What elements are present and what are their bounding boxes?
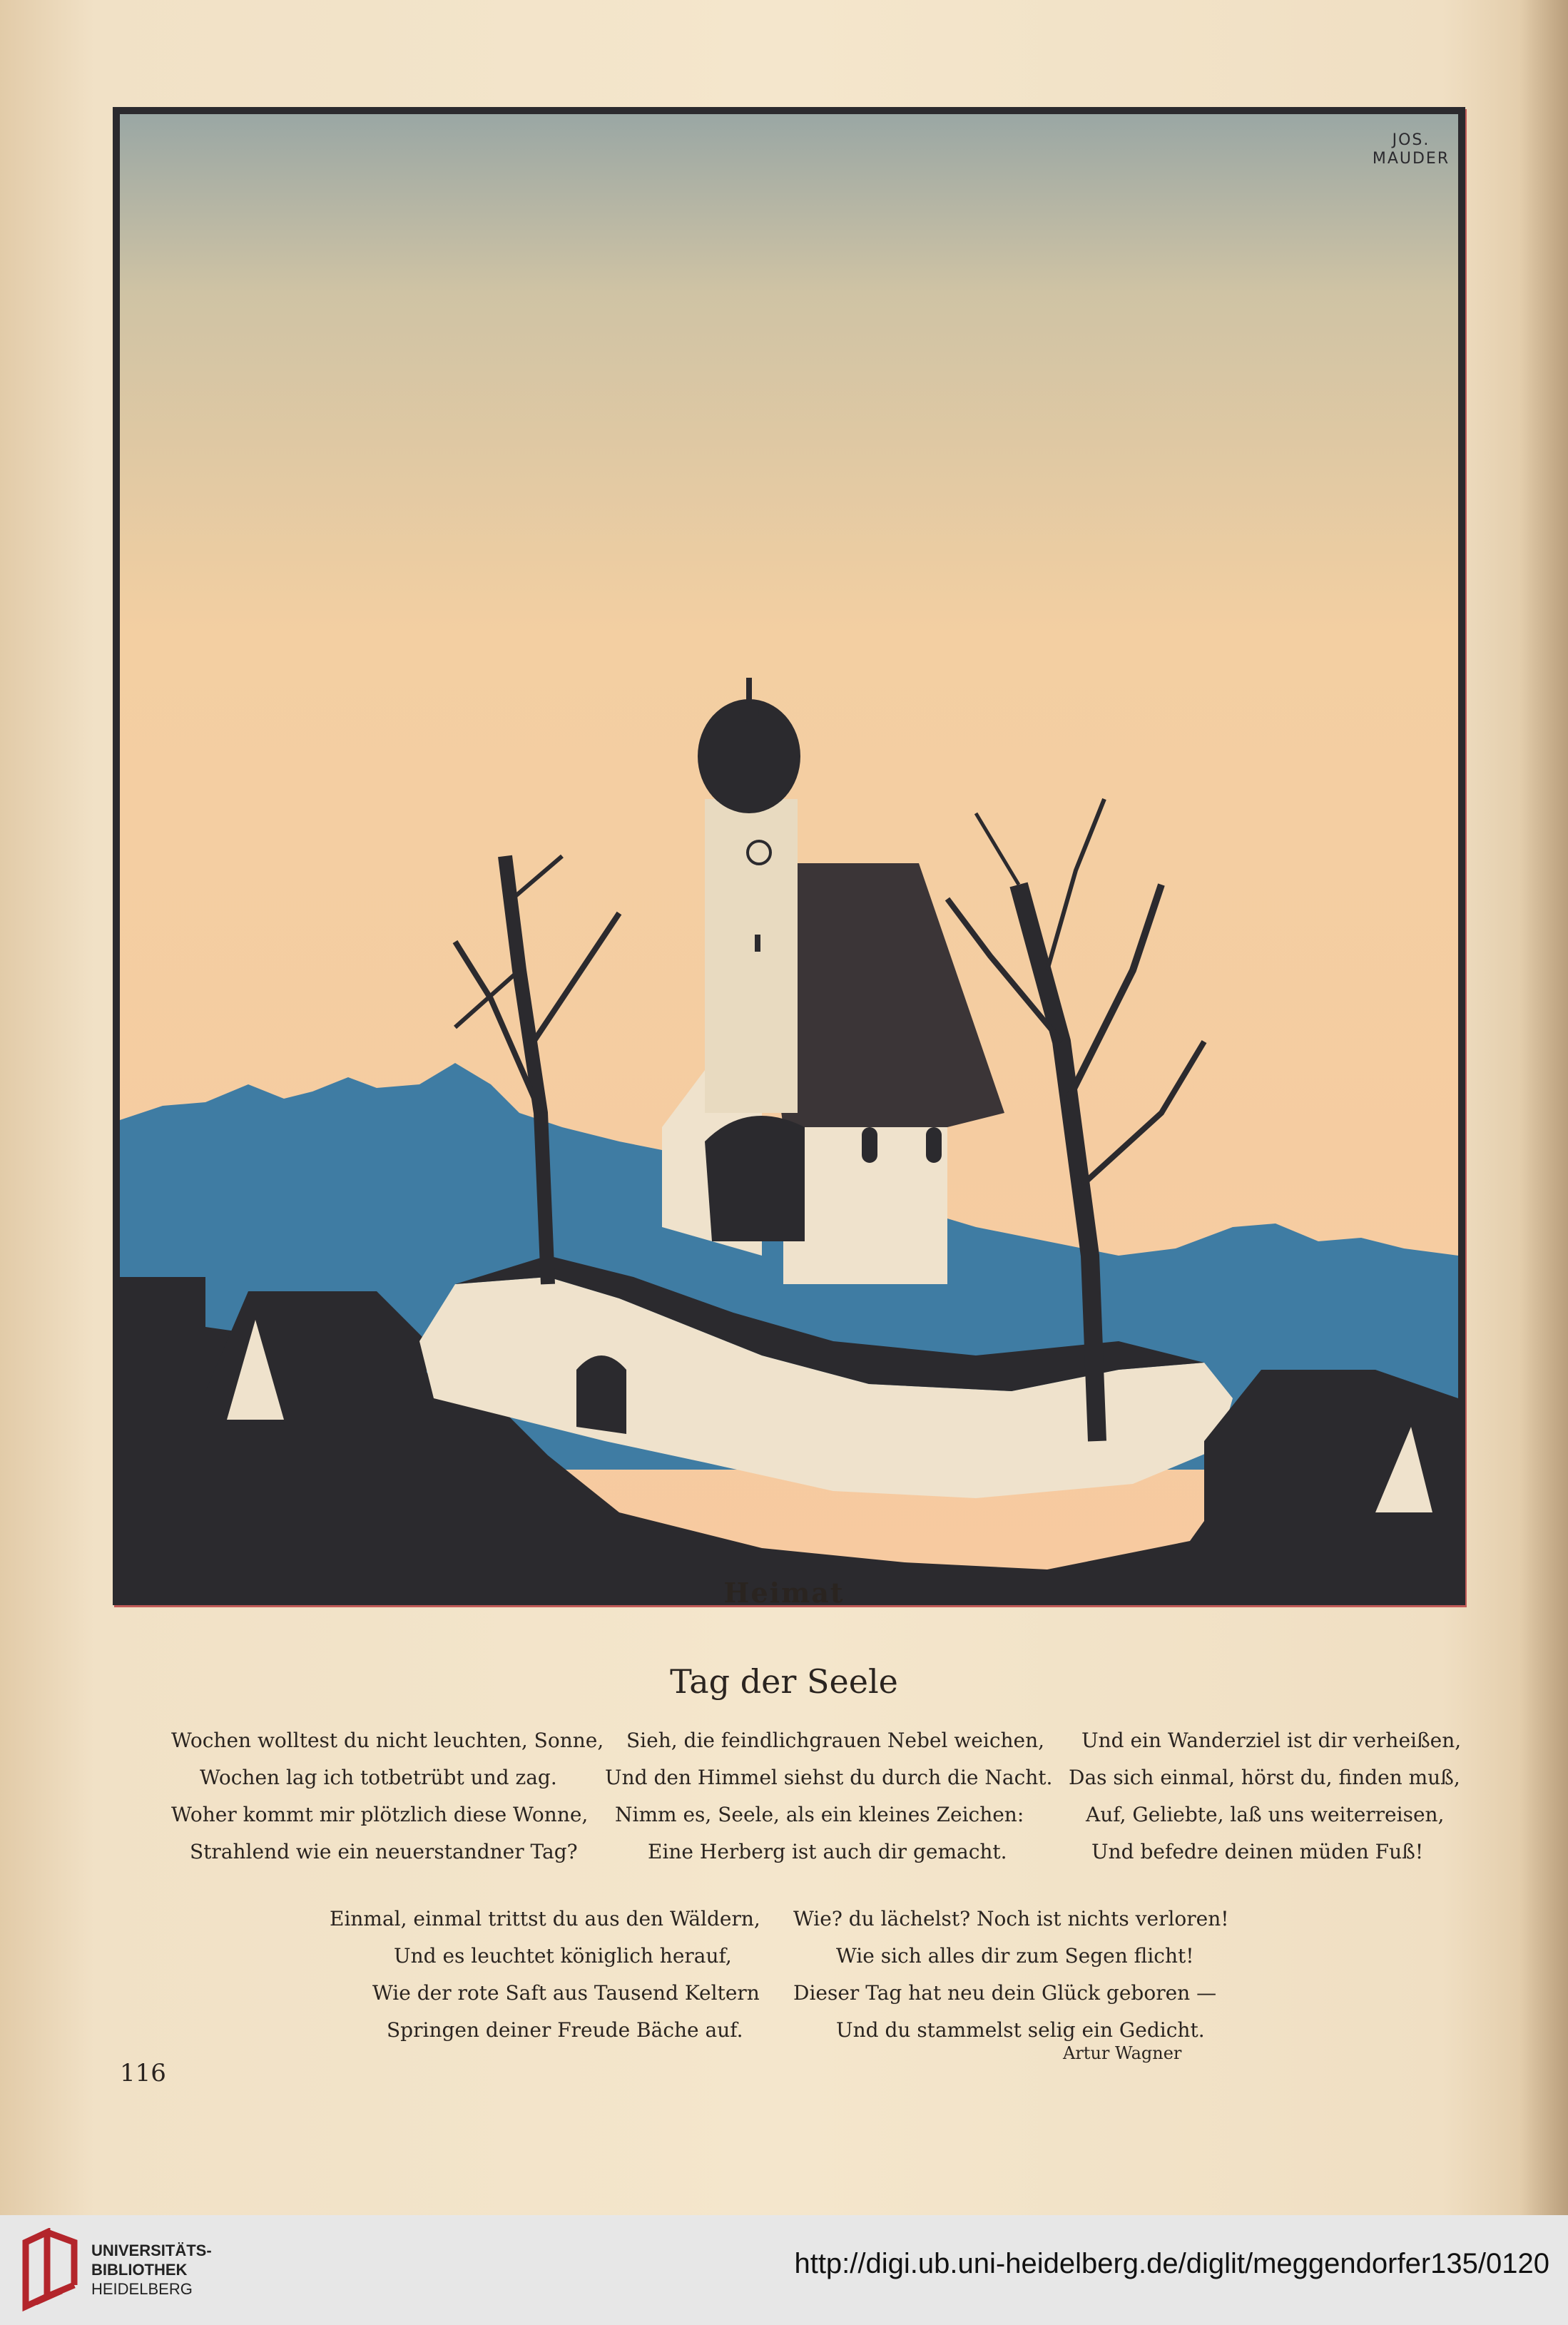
church-portal <box>705 1116 805 1241</box>
permalink-url[interactable]: http://digi.ub.uni-heidelberg.de/diglit/meggendorfer135/0120 <box>794 2248 1549 2279</box>
poem-line: Einmal, einmal trittst du aus den Wäldern, <box>330 1907 760 1930</box>
page-binding-shadow <box>1519 0 1568 2215</box>
artist-signature: JOS. MAUDER <box>1372 131 1450 168</box>
library-name-line: HEIDELBERG <box>91 2280 193 2298</box>
page-number: 116 <box>120 2059 166 2087</box>
church-illustration <box>120 114 1458 1598</box>
poem-line: Und ein Wanderziel ist dir verheißen, <box>1081 1729 1462 1752</box>
house-left-roof <box>120 1277 205 1391</box>
library-name <box>91 2241 212 2299</box>
digitization-footer <box>0 2215 1568 2325</box>
library-logo-icon <box>19 2228 81 2312</box>
poem-author: Artur Wagner <box>1063 2043 1182 2063</box>
poem-line: Wie? du lächelst? Noch ist nichts verloren! <box>793 1907 1229 1930</box>
church-window-2 <box>926 1127 942 1163</box>
poem-line: Eine Herberg ist auch dir gemacht. <box>648 1840 1007 1863</box>
poem-line: Und befedre deinen müden Fuß! <box>1091 1840 1424 1863</box>
gate-arch <box>576 1355 626 1434</box>
poem-line: Springen deiner Freude Bäche auf. <box>387 2018 743 2042</box>
poem-line: Und den Himmel siehst du durch die Nacht. <box>605 1766 1053 1789</box>
poem-line: Und du stammelst selig ein Gedicht. <box>836 2018 1205 2042</box>
poem-line: Nimm es, Seele, als ein kleines Zeichen: <box>615 1803 1024 1826</box>
church-window-1 <box>862 1127 877 1163</box>
stanza-1 <box>171 1722 604 1871</box>
poem-line: Wochen lag ich totbetrübt und zag. <box>200 1766 557 1789</box>
poem-title: Tag der Seele <box>670 1662 898 1701</box>
poem-line: Wochen wolltest du nicht leuchten, Sonne, <box>171 1729 604 1752</box>
poem-line: Sieh, die feindlichgrauen Nebel weichen, <box>626 1729 1045 1752</box>
illustration-caption: Heimat <box>723 1577 845 1609</box>
stanza-5 <box>793 1901 1236 2049</box>
finial-ball <box>739 702 759 722</box>
poem-line: Auf, Geliebte, laß uns weiterreisen, <box>1086 1803 1445 1826</box>
tower-window <box>755 935 760 952</box>
poem-line: Und es leuchtet königlich herauf, <box>394 1944 732 1968</box>
house-right <box>1204 1370 1458 1541</box>
poem-line: Das sich einmal, hörst du, finden muß, <box>1069 1766 1460 1789</box>
poem-line: Wie der rote Saft aus Tausend Keltern <box>372 1981 760 2005</box>
stanza-3 <box>1069 1722 1468 1871</box>
poem-line: Wie sich alles dir zum Segen flicht! <box>836 1944 1194 1968</box>
poem-line: Woher kommt mir plötzlich diese Wonne, <box>171 1803 589 1826</box>
illustration-frame <box>113 107 1465 1605</box>
poem-line: Strahlend wie ein neuerstandner Tag? <box>190 1840 578 1863</box>
library-name-line: BIBLIOTHEK <box>91 2261 188 2279</box>
stanza-4 <box>330 1901 758 2049</box>
library-name-line: UNIVERSITÄTS- <box>91 2242 212 2259</box>
poem-line: Dieser Tag hat neu dein Glück geboren — <box>793 1981 1217 2005</box>
stanza-2 <box>605 1722 1053 1871</box>
